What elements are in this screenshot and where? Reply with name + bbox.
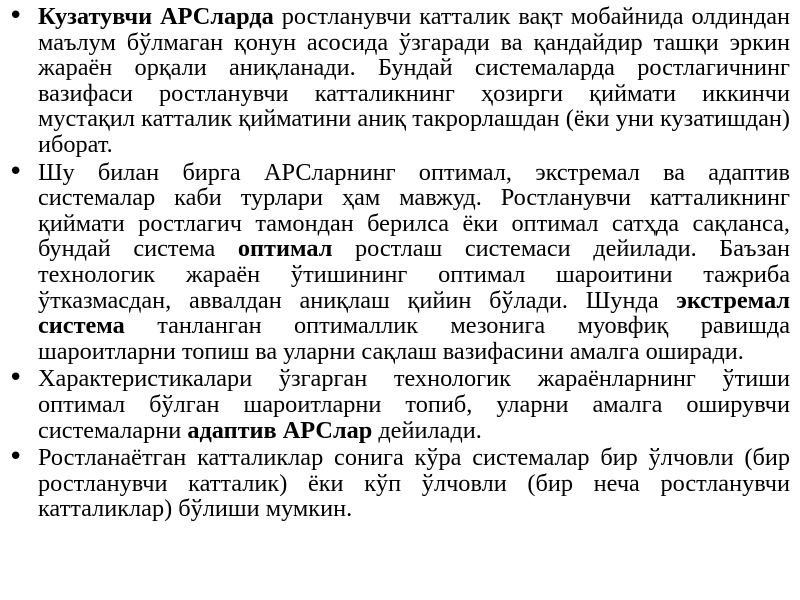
bullet-dot-icon: • (8, 442, 24, 473)
bullet-text (38, 159, 790, 365)
bold-term: адаптив АРСлар (187, 416, 373, 444)
bullet-dot-icon: • (8, 363, 24, 394)
bullet-text (38, 3, 790, 158)
bullet-item (8, 1, 790, 158)
text-run: Ростланаётган катталиклар сонига кўра системалар бир ўлчовли (бир ростланувчи катталик) ёки кўп ўлчовли (бир неча ростланувчи катталиклар) бўлиши мумкин. (38, 444, 790, 523)
bullet-item (8, 363, 790, 444)
text-run: ростланувчи катталик вақт мобайнида олдиндан маълум бўлмаган қонун асосида ўзгаради ва қандайдир ташқи эркин жараён орқали аниқланади. Бундай системаларда ростлагичнинг вазифаси ростланувчи катталикнинг ҳозирги қиймати иккинчи мустақил катталик қийматини аниқ такрорлашдан (ёки уни кузатишдан) иборат. (38, 3, 790, 158)
text-run: Характеристикалари ўзгарган технологик жараёнларнинг ўтиши оптимал бўлган шароитларни топиб, уларни амалга оширувчи системаларни (38, 365, 790, 444)
bullet-item (8, 156, 790, 365)
bold-term: экстремал система (38, 286, 790, 340)
bullet-dot-icon: • (8, 1, 24, 31)
bullet-text (38, 365, 790, 443)
text-run: ростлаш системаси дейилади. Баъзан технологик жараён ўтишининг оптимал шароитини тажриба ўтказмасдан, аввалдан аниқлаш қийин бўлади. Шунда (38, 235, 790, 314)
bullet-list (8, 1, 790, 523)
text-run: дейилади. (372, 416, 482, 444)
bold-term: оптимал (237, 235, 333, 263)
bullet-item (8, 442, 790, 523)
bold-term: Кузатувчи АРСларда (38, 3, 274, 30)
bullet-dot-icon: • (8, 156, 24, 187)
text-run: Шу билан бирга АРСларнинг оптимал, экстремал ва адаптив системалар каби турлари ҳам мавжуд. Ростланувчи катталикнинг қиймати ростлагич тамондан берилса ёки оптимал сатҳда сақланса, бундай система (38, 158, 790, 263)
text-run: танланган оптималлик мезонига муовфиқ равишда шароитларни топиш ва уларни сақлаш вазифасини амалга оширади. (38, 312, 790, 365)
bullet-text (38, 444, 790, 522)
